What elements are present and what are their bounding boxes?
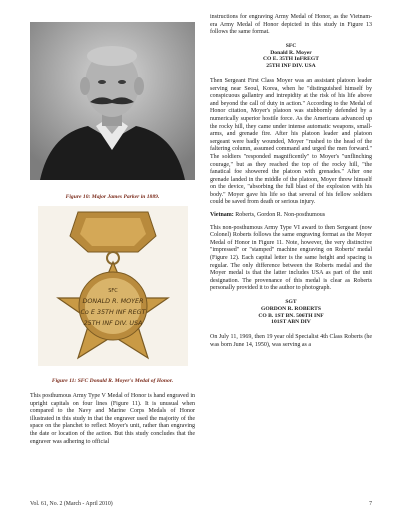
figure-11-caption: Figure 11: SFC Donald R. Moyer's Medal of Honor. — [51, 378, 174, 384]
paragraph-2: Then Sergeant First Class Moyer was an assistant platoon leader serving near Seoul, Korea, when he "distinguished himself by conspicuous gallantry and intrepidity at the risk of his life above and beyond the call of duty in action." According to the Medal of Honor citation, Moyer's platoon was stubbornly defended by a numerically superior hostile force. As the Americans advanced up the rocky hill, they came under intense automatic weapons, small-arms, and grenade fire. After his platoon leader and platoon sergeant were badly wounded, Moyer "rushed to the head of the faltering column, assumed command and urged the men forward." The soldiers "responded magnificently" to Moyer's "unflinching courage," but as they reached the top of the rocky hill, "the fanatical foe showered the platoon with grenades." After one grenade landed in the middle of the platoon, Moyer threw himself on the device, "absorbing the full blast of the explosion with his body." Moyer gave his life so that several of his fellow soldiers could be saved from death or serious injury. — [210, 77, 372, 206]
moyer-name: Donald R. Moyer — [270, 49, 312, 56]
vietnam-heading: Vietnam: — [210, 212, 234, 219]
medal-photo — [38, 206, 188, 366]
medal-line-3: Co E 35TH INF REGT — [80, 308, 146, 316]
roberts-rank: SGT — [285, 299, 297, 305]
page-footer — [30, 501, 372, 507]
roberts-name: GORDON R. ROBERTS — [261, 305, 321, 312]
paragraph-4: On July 11, 1969, then 19 year old Specialist 4th Class Roberts (he was born June 14, 1950), was serving as a — [210, 334, 372, 348]
moyer-rank: SFC — [285, 42, 297, 49]
paragraph-3: This non-posthumous Army Type VI award to then Sergeant (now Colonel) Roberts follows the same engraving format as the Moyer Medal of Honor in Figure 11. Note, however, the very distinctive "impressed" or "stamped" machine engraving on Roberts' medal (Figure 12). Each capital letter is the same height and spacing is regular. The only difference between the Roberts medal and the Moyer medal is that the latter includes USA as part of the unit designation. The provenance of this medal is clear as Roberts personally provided it to the author to photograph. — [210, 224, 372, 292]
paragraph-1: instructions for engraving Army Medal of Honor, as the Vietnam-era Army Medal of Honor depicted in this study in Figure 13 follows the same format. — [210, 14, 372, 36]
page-number: 7 — [369, 501, 372, 507]
portrait-photo — [30, 22, 195, 180]
moyer-engraving-block — [210, 43, 372, 70]
vietnam-line — [210, 212, 372, 220]
roberts-division: 101ST ABN DIV — [271, 319, 311, 326]
medal-image — [38, 206, 188, 366]
issue-label: Vol. 61, No. 2 (March - April 2010) — [30, 501, 113, 507]
roberts-engraving-block — [210, 299, 372, 326]
moyer-division: 25TH INF DIV. USA — [266, 63, 316, 70]
figure-10-caption: Figure 10: Major James Parker in 1889. — [65, 194, 160, 200]
left-column-text: This posthumous Army Type V Medal of Honor is hand engraved in upright capitals on four lines (Figure 11). It is unusual when compared to the Navy and Marine Corps Medals of Honor illustrated in this study in that the engraver used the majority of the space on the planchet to reflect Moyer's unit, rather than engraving the date or location of the action. But this study concludes that the engraver was adhering to official — [30, 393, 195, 445]
medal-line-2: DONALD R. MOYER — [82, 297, 144, 305]
moyer-company: CO E. 35TH InFREGT — [263, 56, 319, 63]
medal-line-4: 25TH INF DIV. USA — [83, 319, 143, 327]
right-column — [210, 14, 372, 354]
vietnam-rest: Roberts, Gordon R. Non-posthumous — [233, 212, 326, 219]
medal-line-1: SFC — [108, 288, 118, 294]
roberts-company: CO B. 1ST BN. 506TH INF — [258, 312, 324, 319]
portrait-image — [30, 22, 195, 180]
